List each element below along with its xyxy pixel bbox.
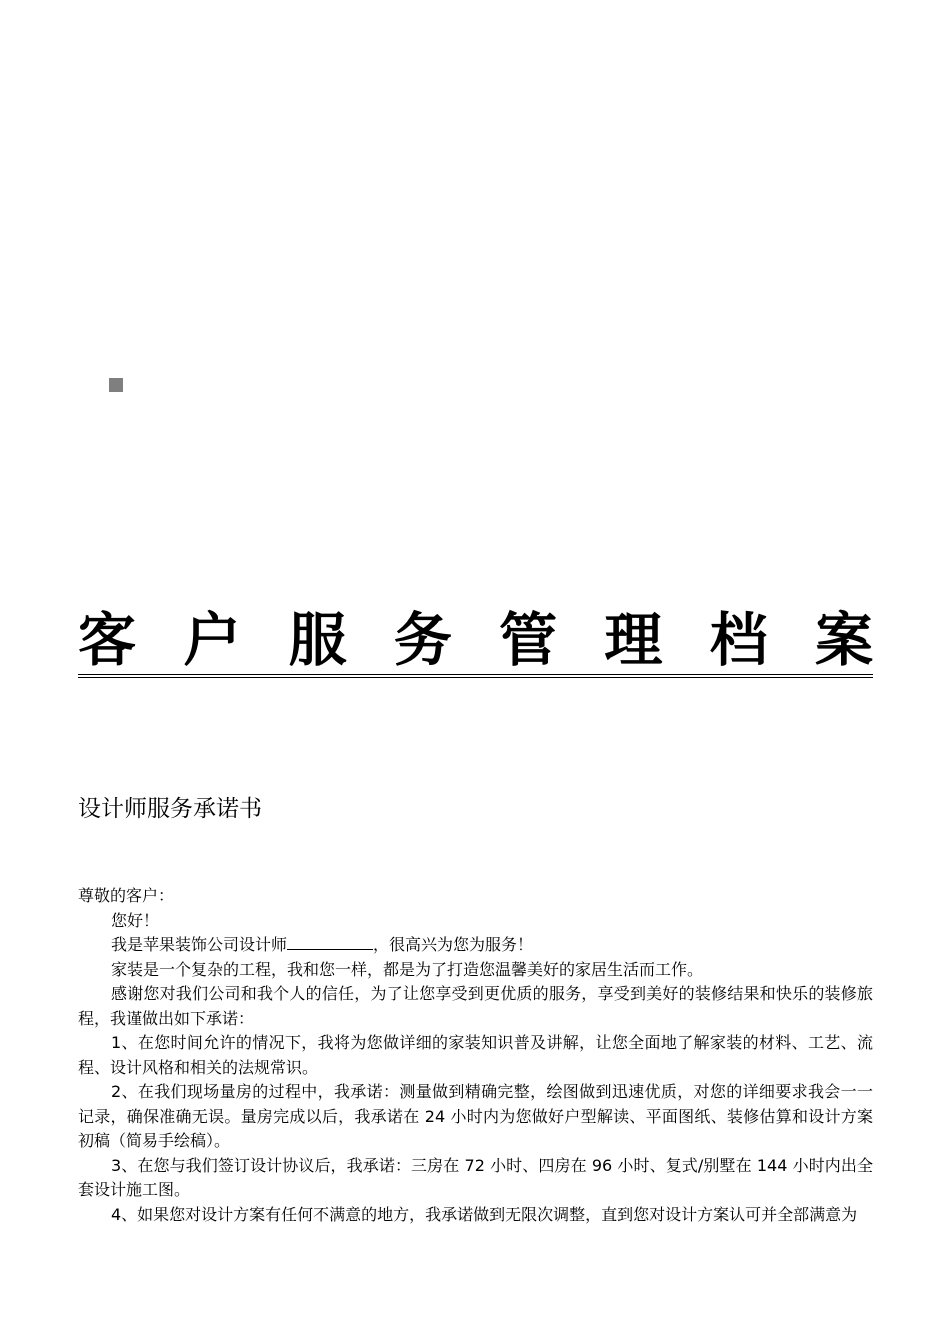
main-title — [78, 608, 873, 678]
square-bullet-icon — [109, 378, 123, 392]
document-subtitle: 设计师服务承诺书 — [78, 796, 262, 822]
title-char: 案 — [814, 606, 873, 674]
designer-name-blank — [287, 934, 373, 950]
promise-item-2: 2、在我们现场量房的过程中，我承诺：测量做到精确完整，绘图做到迅速优质，对您的详细要求我会一一记录，确保准确无误。量房完成以后，我承诺在 24 小时内为您做好户型解读、平面图纸、装修估算和设计方案初稿（简易手绘稿）。 — [78, 1082, 873, 1150]
title-char: 理 — [604, 606, 663, 674]
title-char: 管 — [499, 606, 558, 674]
greeting: 您好！ — [111, 910, 160, 930]
intro-paragraph — [78, 933, 873, 958]
promise-item-4: 4、如果您对设计方案有任何不满意的地方，我承诺做到无限次调整，直到您对设计方案认可并全部满意为 — [111, 1204, 858, 1224]
intro-text-end: ，很高兴为您为服务！ — [373, 935, 534, 954]
intro-text: 我是苹果装饰公司设计师 — [111, 935, 288, 954]
title-char: 户 — [183, 606, 242, 674]
promise-item-1: 1、在您时间允许的情况下，我将为您做详细的家装知识普及讲解，让您全面地了解家装的材料、工艺、流程、设计风格和相关的法规常识。 — [78, 1033, 873, 1077]
title-char: 服 — [288, 606, 347, 674]
thanks-paragraph: 感谢您对我们公司和我个人的信任，为了让您享受到更优质的服务，享受到美好的装修结果和快乐的装修旅程，我谨做出如下承诺： — [78, 984, 873, 1028]
title-char: 务 — [393, 606, 452, 674]
family-paragraph: 家装是一个复杂的工程，我和您一样，都是为了打造您温馨美好的家居生活而工作。 — [111, 959, 704, 979]
title-char: 档 — [709, 606, 768, 674]
letter-body — [78, 884, 873, 1227]
title-char: 客 — [78, 606, 137, 674]
salutation: 尊敬的客户： — [78, 886, 175, 905]
promise-item-3: 3、在您与我们签订设计协议后，我承诺：三房在 72 小时、四房在 96 小时、复式/别墅在 144 小时内出全套设计施工图。 — [78, 1155, 873, 1199]
